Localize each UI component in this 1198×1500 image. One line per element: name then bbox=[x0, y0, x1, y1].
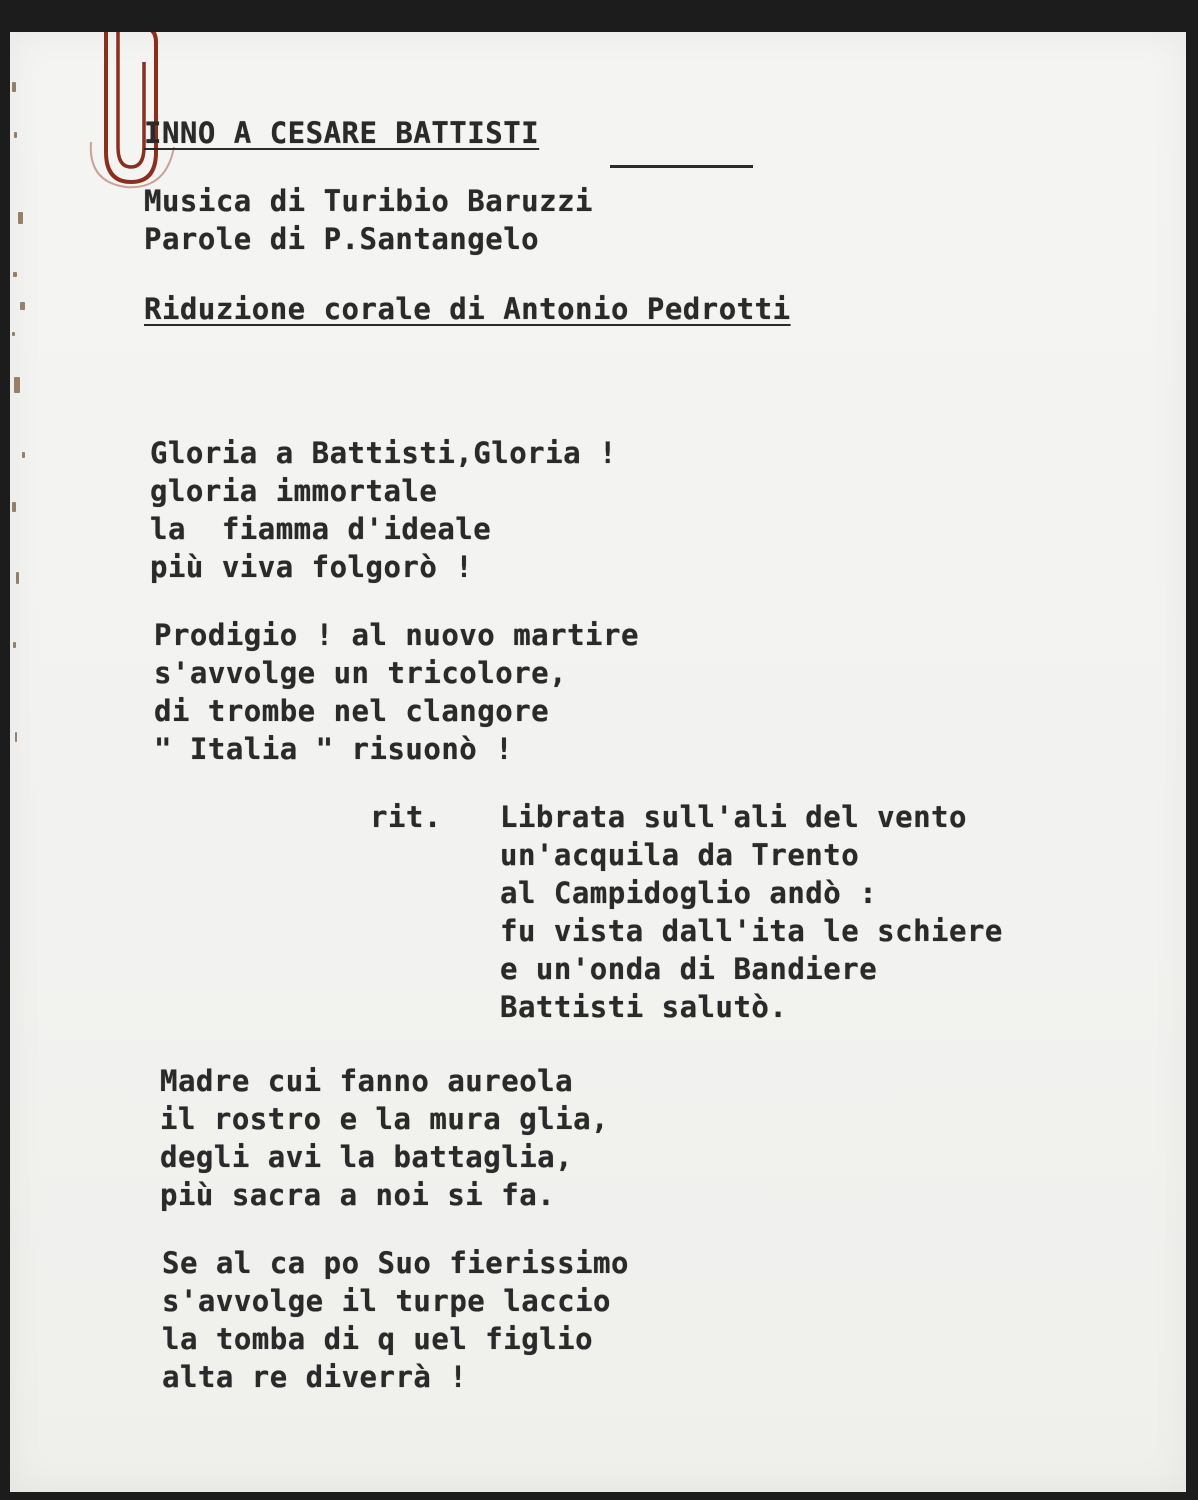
refrain-line: al Campidoglio andò : bbox=[500, 876, 878, 910]
refrain-line: e un'onda di Bandiere bbox=[500, 952, 878, 986]
verse-line: la fiamma d'ideale bbox=[150, 512, 492, 546]
lyrics-credit: Parole di P.Santangelo bbox=[144, 222, 540, 256]
verse-line: di trombe nel clangore bbox=[154, 694, 550, 728]
verse-line: alta re diverrà ! bbox=[162, 1360, 468, 1394]
music-credit: Musica di Turibio Baruzzi bbox=[144, 184, 593, 218]
verse-line: più sacra a noi si fa. bbox=[160, 1178, 556, 1212]
verse-line: " Italia " risuonò ! bbox=[154, 732, 514, 766]
refrain-line: un'acquila da Trento bbox=[500, 838, 860, 872]
typewritten-page bbox=[10, 32, 1186, 1492]
title-underline-rule bbox=[610, 165, 753, 168]
refrain-line: Battisti salutò. bbox=[500, 990, 788, 1024]
verse-line: Gloria a Battisti,Gloria ! bbox=[150, 436, 617, 470]
verse-line: s'avvolge un tricolore, bbox=[154, 656, 568, 690]
verse-line: il rostro e la mura glia, bbox=[160, 1102, 609, 1136]
verse-line: Se al ca po Suo fierissimo bbox=[162, 1246, 629, 1280]
song-title: INNO A CESARE BATTISTI bbox=[144, 116, 540, 150]
refrain-line: fu vista dall'ita le schiere bbox=[500, 914, 1003, 948]
paper-edge-stains bbox=[10, 32, 46, 1492]
verse-line: Prodigio ! al nuovo martire bbox=[154, 618, 639, 652]
verse-line: gloria immortale bbox=[150, 474, 438, 508]
verse-line: più viva folgorò ! bbox=[150, 550, 474, 584]
refrain-label: rit. bbox=[370, 800, 442, 834]
arrangement-credit: Riduzione corale di Antonio Pedrotti bbox=[144, 292, 791, 326]
verse-line: la tomba di q uel figlio bbox=[162, 1322, 594, 1356]
verse-line: degli avi la battaglia, bbox=[160, 1140, 574, 1174]
verse-line: Madre cui fanno aureola bbox=[160, 1064, 574, 1098]
refrain-line: Librata sull'ali del vento bbox=[500, 800, 967, 834]
verse-line: s'avvolge il turpe laccio bbox=[162, 1284, 611, 1318]
